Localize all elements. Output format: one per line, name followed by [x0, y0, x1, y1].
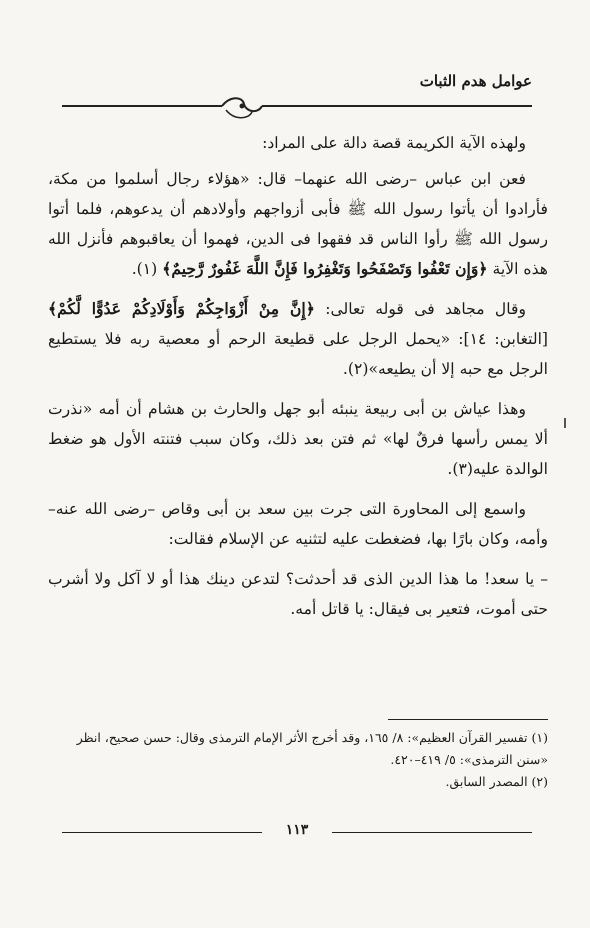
paragraph-text: وقال مجاهد فى قوله تعالى:: [325, 300, 526, 318]
paragraph-mujahid: [48, 294, 548, 384]
quran-verse: ﴿وَإِن تَعْفُوا وَتَصْفَحُوا وَتَغْفِرُوا فَإِنَّ اللَّهَ غَفُورٌ رَّحِيمٌ﴾: [162, 259, 488, 278]
margin-mark: [564, 418, 566, 428]
paragraph-dialogue: [48, 564, 548, 624]
paragraph-text: وهذا عياش بن أبى ربيعة ينبئه أبو جهل والحارث بن هشام أن أمه «نذرت ألا يمس رأسها فرقٌ لها» ثم فتن بعد ذلك، وكان سبب فتنته الأول هو ضغط الوالدة عليه(٣).: [48, 400, 548, 478]
footnote-ref: (١).: [131, 260, 158, 278]
paragraph-tail: [التغابن: ١٤]: «يحمل الرجل على قطيعة الرحم أو معصية ربه فلا يستطيع الرجل مع حبه إلا أن يطيعه»(٢).: [48, 330, 548, 378]
footnote-1: (١) تفسير القرآن العظيم»: ٨/ ١٦٥، وقد أخرج الأثر الإمام الترمذى وقال: حسن صحيح، انظر «سنن الترمذى»: ٥/ ٤١٩–٤٢٠.: [76, 730, 548, 767]
paragraph-text: – يا سعد! ما هذا الدين الذى قد أحدثت؟ لتدعن دينك هذا أو لا آكل ولا أشرب حتى أموت، فتعير بى فيقال: يا قاتل أمه.: [48, 570, 548, 618]
page-header: [62, 72, 532, 124]
paragraph-saad: [48, 494, 548, 554]
paragraph-text: واسمع إلى المحاورة التى جرت بين سعد بن أبى وقاص –رضى الله عنه– وأمه، وكان بارًا بها، فضغطت عليه لتثنيه عن الإسلام فقالت:: [48, 500, 548, 548]
quran-verse: ﴿إِنَّ مِنْ أَزْوَاجِكُمْ وَأَوْلَادِكُمْ عَدُوًّا لَّكُمْ﴾: [48, 299, 315, 318]
paragraph-intro: [48, 128, 548, 158]
running-title: عوامل هدم الثبات: [419, 72, 532, 90]
page-footer: [62, 820, 532, 850]
body-text: [48, 128, 548, 634]
paragraph-ayyash: [48, 394, 548, 484]
paragraph-text: فعن ابن عباس –رضى الله عنهما– قال: «هؤلاء رجال أسلموا من مكة، فأرادوا أن يأتوا رسول الله ﷺ فأبى أزواجهم وأولادهم أن يدعوهم، فلما أتوا رسول الله ﷺ رأوا الناس قد فقهوا فى الدين، فهموا أن يعاقبوهم فأنزل الله هذه الآية: [48, 170, 548, 278]
footnote-2: (٢) المصدر السابق.: [445, 774, 548, 789]
page-number: ١١٣: [285, 822, 309, 838]
header-ornament-rule: [62, 96, 532, 124]
footnotes: [48, 727, 548, 793]
paragraph-ibn-abbas: [48, 164, 548, 284]
paragraph-text: ولهذه الآية الكريمة قصة دالة على المراد:: [262, 134, 526, 152]
footnote-separator: [388, 719, 548, 720]
